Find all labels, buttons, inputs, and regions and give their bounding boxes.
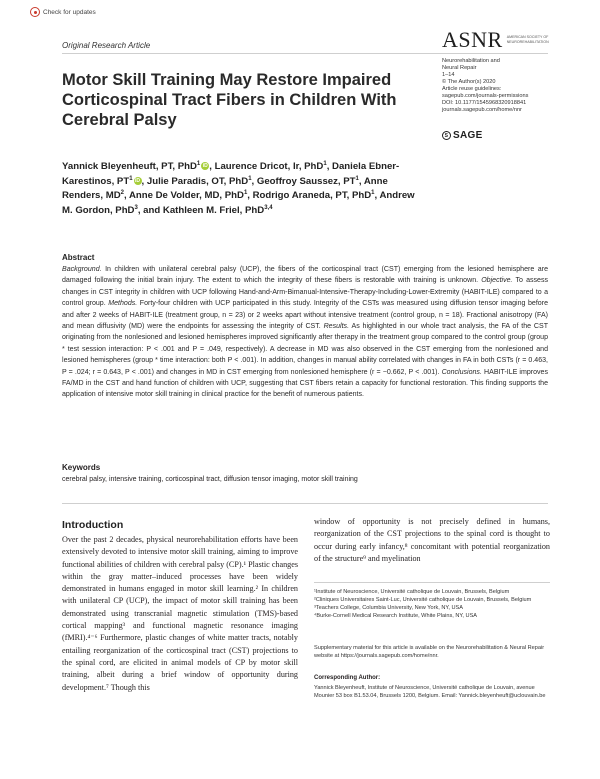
author-name: Anne Renders, MD [62, 175, 388, 201]
keywords-heading: Keywords [62, 463, 101, 472]
author-affiliation-sup: 1 [243, 189, 248, 196]
asnr-logo-letters: ASNR [442, 27, 503, 52]
abstract-methods-label: Methods. [108, 300, 138, 308]
author-affiliation-sup: 1 [323, 160, 327, 167]
journal-line[interactable]: DOI: 10.1177/1545968320918841 [442, 100, 527, 106]
author-name: Yannick Bleyenheuft, PT, PhD [62, 161, 197, 172]
abstract-results: As highlighted in our whole tract analysis, the FA of the CST originating from the nonlesioned and lesioned hemispheres improved significantly after therapy in the treatment group compared to the control group (group * test session interaction: P < .001 and P = .049, respectively). A decrease in MD was also observed in the CST emerging from the nonlesioned and lesioned hemispheres (group * time interaction: both P < .001). In addition, changes in manual ability correlated with changes in FA in both CSTs (r = 0.463, P = .024; r = 0.643, P < .001) and changes in MD in CST emerging from nonlesioned hemisphere (r = −0.662, P < .001). [62, 323, 548, 376]
author-separator: , [247, 190, 253, 201]
author-name: Rodrigo Araneda, PT, PhD [252, 190, 372, 201]
author-name: Kathleen M. Friel, PhD [162, 204, 265, 216]
author-name: Daniela Ebner-Karestinos, PT [62, 161, 400, 187]
author-separator: , [251, 175, 257, 187]
journal-line: 1–14 [442, 72, 455, 78]
journal-line[interactable]: sagepub.com/journals-permissions [442, 93, 529, 99]
affiliation-item: ²Cliniques Universitaires Saint-Luc, Université catholique de Louvain, Brussels, Belgium [314, 597, 532, 603]
affiliation-item: ³Teachers College, Columbia University, New York, NY, USA [314, 605, 464, 611]
journal-line: Neurorehabilitation and [442, 58, 500, 64]
orcid-icon[interactable]: iD [202, 163, 208, 169]
abstract-objective-label: Objective. [481, 277, 513, 285]
check-updates-icon [30, 7, 40, 17]
author-affiliation-sup: 1 [129, 175, 133, 182]
affiliation-item: ¹Institute of Neuroscience, Université catholique de Louvain, Brussels, Belgium [314, 589, 510, 595]
author-affiliation-sup: 2 [120, 189, 124, 196]
introduction-column-2: window of opportunity is not precisely defined in humans, reorganization of the CST projections to the spinal cord is thought to occur during early infancy,⁸ concomitant with potential reorganization of the structure⁹ and myelination [314, 517, 550, 563]
author-affiliation-sup: 1 [196, 160, 201, 167]
abstract-background-label: Background. [62, 266, 102, 273]
article-type: Original Research Article [62, 41, 151, 50]
abstract-heading: Abstract [62, 253, 95, 262]
author-affiliation-sup: 1 [371, 189, 375, 196]
author-separator: , and [137, 204, 163, 216]
author-name: Laurence Dricot, Ir, PhD [214, 161, 324, 172]
journal-line: © The Author(s) 2020 [442, 79, 496, 85]
abstract-results-label: Results. [323, 323, 350, 331]
introduction-column-1: Over the past 2 decades, physical neurorehabilitation efforts have been extensively devoted to intensive motor skill training, aiming to improve functional abilities of children with cerebral palsy (CP).¹ Plastic changes within the gray matter–induced processes have been widely demonstrated in humans engaged in motor skill learning.² In children with unilateral CP (UCP), the impact of motor skill training has been demonstrated using transcranial magnetic stimulation (TMS)-based cortical mapping³ and functional magnetic resonance imaging (fMRI).⁴⁻⁶ Furthermore, plastic changes of white matter tracts, notably entailing reorganization of the corticospinal tract (CST) projections to the spinal cord, are elicited in animal models of CP by motor skill training, albeit during a brief window of opportunity during development.⁷ Though this [62, 535, 298, 692]
author-name: Julie Paradis, OT, PhD [146, 175, 249, 187]
affiliation-item: ⁴Burke-Cornell Medical Research Institute, White Plains, NY, USA [314, 613, 478, 619]
footnote-rule [314, 582, 550, 583]
author-separator: , [374, 190, 380, 201]
article-title: Motor Skill Training May Restore Impaired Corticospinal Tract Fibers in Children With Cerebral Palsy [62, 71, 397, 129]
abstract-conclusions: HABIT-ILE improves FA/MD in the CST and hand function of children with UCP, suggesting that CST fibers retain a capacity for functional restoration. This finding supports the application of intensive motor skill training in clinical practice for the benefit of numerous patients. [62, 368, 549, 399]
journal-line: Article reuse guidelines: [442, 86, 502, 92]
orcid-icon[interactable]: iD [135, 177, 141, 184]
journal-info [442, 58, 557, 114]
corresponding-author-heading: Corresponding Author: [314, 675, 381, 681]
author-name: Anne De Volder, MD, PhD [128, 190, 244, 201]
author-affiliation-sup: 3,4 [264, 204, 273, 211]
sage-mark-icon: S [442, 131, 451, 140]
check-for-updates-badge[interactable] [30, 5, 96, 19]
author-affiliation-sup: 3 [134, 204, 138, 211]
sage-logo [442, 130, 483, 141]
header-rule [62, 53, 548, 54]
introduction-heading: Introduction [62, 519, 124, 531]
supplementary-note: Supplementary material for this article is available on the Neurorehabilitation & Neural Repair website at https://journals.sagepub.com/home/nnr. [314, 645, 545, 659]
check-for-updates-label: Check for updates [43, 8, 96, 16]
author-separator: , [326, 161, 333, 172]
sage-logo-text: SAGE [453, 130, 483, 141]
author-separator: , [141, 175, 147, 187]
author-separator: , [209, 161, 215, 172]
author-separator: , [123, 190, 129, 201]
abstract-background: In children with unilateral cerebral palsy (UCP), the fibers of the corticospinal tract (CST) emerging from the lesioned hemisphere are damaged following the initial brain injury. The extent to which the integrity of these fibers is restorable with training is unknown. [62, 266, 548, 285]
abstract-methods: Forty-four children with UCP participated in this study. Integrity of the CSTs was measured using diffusion tensor imaging before and after 2 weeks of HABIT-ILE (treatment group, n = 23) or 2 weeks apart without intensive treatment (control group, n = 18). Fractional anisotropy (FA) and mean diffusivity (MD) were the endpoints for assessing the integrity of CST. [62, 300, 548, 331]
author-list [62, 160, 422, 218]
abstract-body [62, 264, 548, 401]
author-name: Andrew M. Gordon, PhD [62, 190, 415, 216]
author-affiliation-sup: 1 [355, 175, 359, 182]
author-name: Geoffroy Saussez, PT [256, 175, 356, 187]
journal-line: Neural Repair [442, 65, 477, 71]
asnr-logo-subtitle: AMERICAN SOCIETY OF NEUROREHABILITATION [506, 35, 549, 44]
journal-line[interactable]: journals.sagepub.com/home/nnr [442, 107, 522, 113]
corresponding-author: Yannick Bleyenheuft, Institute of Neuroscience, Université catholique de Louvain, avenue Mounier 53 box B1.53.04, Brussels 1200, Belgium. Email: Yannick.bleyenheuft@uclouvain.be [314, 685, 546, 699]
affiliations [314, 588, 550, 620]
abstract-objective: To assess changes in CST integrity in children with UCP following Hand-and-Arm-Bimanual-Intensive-Therapy-Including-Lower-Extremity (HABIT-ILE) compared to a control group. [62, 277, 548, 308]
asnr-logo [442, 27, 567, 53]
keywords-list: cerebral palsy, intensive training, corticospinal tract, diffusion tensor imaging, motor skill training [62, 476, 358, 483]
abstract-conclusions-label: Conclusions. [441, 368, 482, 376]
author-affiliation-sup: 1 [248, 175, 252, 182]
section-rule [62, 503, 548, 504]
author-separator: , [358, 175, 364, 187]
